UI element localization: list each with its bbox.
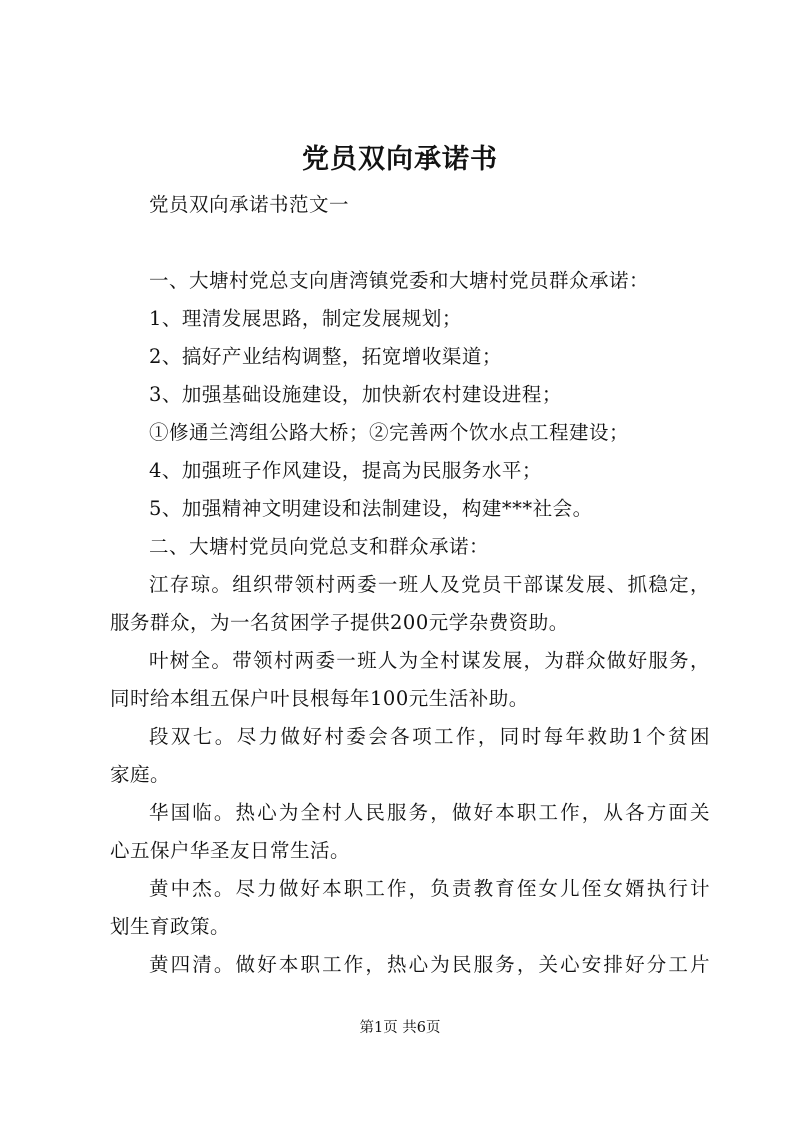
paragraph-line: 黄四清。做好本职工作，热心为民服务，关心安排好分工片 — [149, 953, 710, 976]
paragraph-line: 华国临。热心为全村人民服务，做好本职工作，从各方面关 — [149, 801, 710, 824]
paragraph-line: 心五保户华圣友日常生活。 — [110, 839, 351, 862]
paragraph-line: 3、加强基础设施建设，加快新农村建设进程； — [149, 383, 562, 406]
document-body — [110, 186, 710, 984]
paragraph-line: 5、加强精神文明建设和法制建设，构建***社会。 — [149, 497, 593, 520]
paragraph-line: 段双七。尽力做好村委会各项工作，同时每年救助1个贫困 — [149, 725, 710, 748]
paragraph-line: 4、加强班子作风建设，提高为民服务水平； — [149, 459, 542, 482]
paragraph-line: ①修通兰湾组公路大桥；②完善两个饮水点工程建设； — [149, 421, 630, 444]
paragraph-line: 叶树全。带领村两委一班人为全村谋发展，为群众做好服务， — [149, 649, 710, 672]
paragraph-line: 家庭。 — [110, 763, 171, 786]
paragraph-line: 划生育政策。 — [110, 915, 231, 938]
paragraph-line: 2、搞好产业结构调整，拓宽增收渠道； — [149, 345, 502, 368]
paragraph-line: 服务群众，为一名贫困学子提供200元学杂费资助。 — [110, 611, 569, 634]
paragraph-line: 黄中杰。尽力做好本职工作，负责教育侄女儿侄女婿执行计 — [149, 877, 710, 900]
paragraph-line: 同时给本组五保户叶艮根每年100元生活补助。 — [110, 687, 529, 710]
page-footer: 第1页 共6页 — [359, 1020, 441, 1036]
paragraph-line: 江存琼。组织带领村两委一班人及党员干部谋发展、抓稳定， — [149, 573, 710, 596]
document-title: 党员双向承诺书 — [302, 144, 498, 175]
paragraph-line: 二、大塘村党员向党总支和群众承诺： — [149, 535, 490, 558]
paragraph-line: 一、大塘村党总支向唐湾镇党委和大塘村党员群众承诺： — [149, 269, 650, 292]
paragraph-line: 1、理清发展思路，制定发展规划； — [149, 307, 462, 330]
paragraph-line: 党员双向承诺书范文一 — [149, 193, 350, 216]
